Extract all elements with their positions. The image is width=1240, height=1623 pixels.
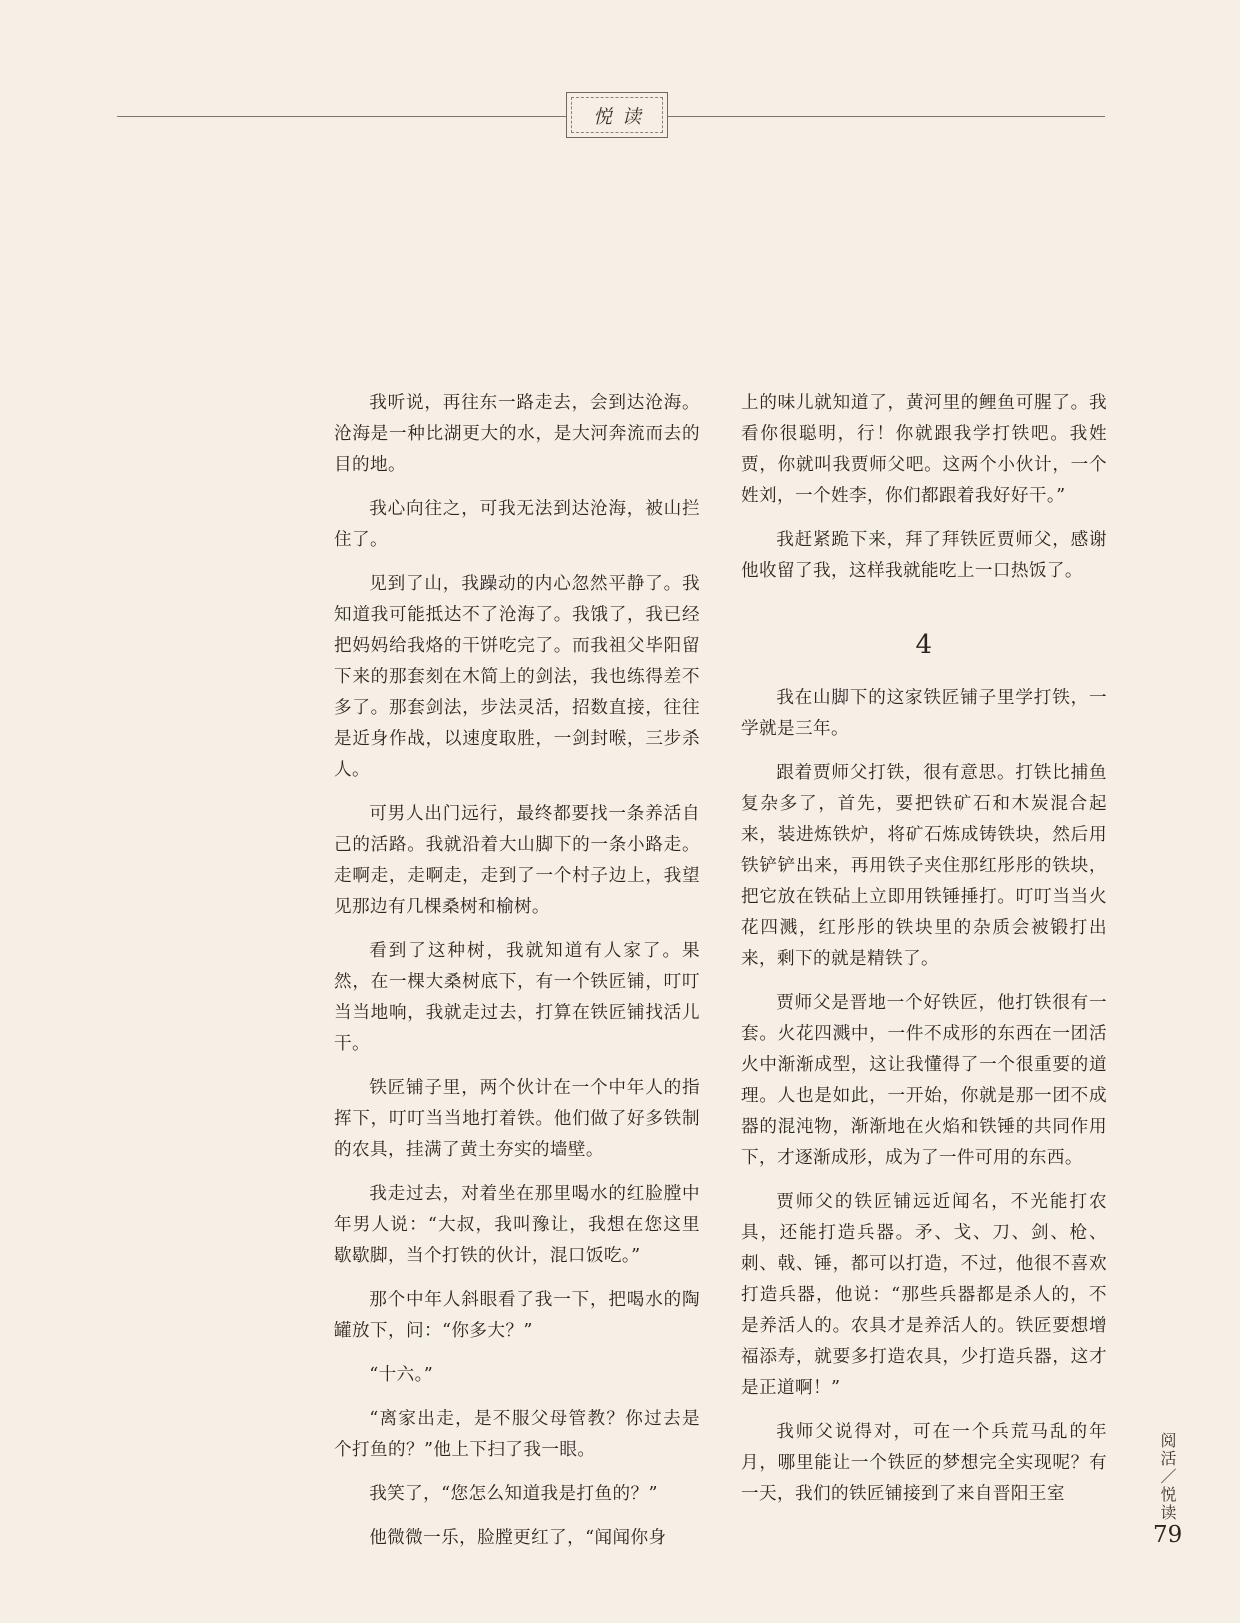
right-column xyxy=(741,388,1107,1523)
paragraph: “离家出走，是不服父母管教？你过去是个打鱼的？”他上下扫了我一眼。 xyxy=(334,1409,700,1460)
paragraph: 上的味儿就知道了，黄河里的鲤鱼可腥了。我看你很聪明，行！你就跟我学打铁吧。我姓贾，你就叫我贾师父吧。这两个小伙计，一个姓刘，一个姓李，你们都跟着我好好干。” xyxy=(741,393,1107,506)
paragraph: 那个中年人斜眼看了我一下，把喝水的陶罐放下，问：“你多大？” xyxy=(334,1290,700,1341)
paragraph: 我笑了，“您怎么知道我是打鱼的？” xyxy=(369,1484,658,1504)
paragraph: 看到了这种树，我就知道有人家了。果然，在一棵大桑树底下，有一个铁匠铺，叮叮当当地响，我就走过去，打算在铁匠铺找活儿干。 xyxy=(334,941,700,1054)
paragraph: 我走过去，对着坐在那里喝水的红脸膛中年男人说：“大叔，我叫豫让，我想在您这里歇歇脚，当个打铁的伙计，混口饭吃。” xyxy=(334,1184,700,1266)
page-number: 79 xyxy=(1153,1522,1183,1548)
paragraph: 贾师父的铁匠铺远近闻名，不光能打农具，还能打造兵器。矛、戈、刀、剑、枪、刺、戟、锤，都可以打造，不过，他很不喜欢打造兵器，他说：“那些兵器都是杀人的，不是养活人的。农具才是养活人的。铁匠要想增福添寿，就要多打造农具，少打造兵器，这才是正道啊！” xyxy=(741,1192,1107,1398)
paragraph: “十六。” xyxy=(369,1365,434,1385)
paragraph: 可男人出门远行，最终都要找一条养活自己的活路。我就沿着大山脚下的一条小路走。走啊走，走啊走，走到了一个村子边上，我望见那边有几棵桑树和榆树。 xyxy=(334,804,700,917)
section-tag-label: 悦读 xyxy=(592,105,651,128)
paragraph: 他微微一乐，脸膛更红了，“闻闻你身 xyxy=(369,1528,667,1548)
section-number: 4 xyxy=(915,630,933,660)
side-label: 阅活／悦读 xyxy=(1158,1432,1177,1522)
paragraph: 跟着贾师父打铁，很有意思。打铁比捕鱼复杂多了，首先，要把铁矿石和木炭混合起来，装进炼铁炉，将矿石炼成铸铁块，然后用铁铲铲出来，再用铁子夹住那红彤彤的铁块，把它放在铁砧上立即用铁锤捶打。叮叮当当火花四溅，红彤彤的铁块里的杂质会被锻打出来，剩下的就是精铁了。 xyxy=(741,763,1107,969)
paragraph: 贾师父是晋地一个好铁匠，他打铁很有一套。火花四溅中，一件不成形的东西在一团活火中渐渐成型，这让我懂得了一个很重要的道理。人也是如此，一开始，你就是那一团不成器的混沌物，渐渐地在火焰和铁锤的共同作用下，才逐渐成形，成为了一件可用的东西。 xyxy=(741,993,1107,1168)
paragraph: 我赶紧跪下来，拜了拜铁匠贾师父，感谢他收留了我，这样我就能吃上一口热饭了。 xyxy=(741,530,1107,581)
paragraph: 我师父说得对，可在一个兵荒马乱的年月，哪里能让一个铁匠的梦想完全实现呢？有一天，我们的铁匠铺接到了来自晋阳王室 xyxy=(741,1422,1107,1504)
paragraph: 我心向往之，可我无法到达沧海，被山拦住了。 xyxy=(334,499,700,550)
section-tag xyxy=(566,92,668,138)
left-column xyxy=(334,388,700,1567)
paragraph: 见到了山，我躁动的内心忽然平静了。我知道我可能抵达不了沧海了。我饿了，我已经把妈妈给我烙的干饼吃完了。而我祖父毕阳留下来的那套刻在木简上的剑法，我也练得差不多了。那套剑法，步法灵活，招数直接，往往是近身作战，以速度取胜，一剑封喉，三步杀人。 xyxy=(334,574,700,780)
paragraph: 我在山脚下的这家铁匠铺子里学打铁，一学就是三年。 xyxy=(741,688,1107,739)
paragraph: 我听说，再往东一路走去，会到达沧海。沧海是一种比湖更大的水，是大河奔流而去的目的地。 xyxy=(334,393,700,475)
paragraph: 铁匠铺子里，两个伙计在一个中年人的指挥下，叮叮当当地打着铁。他们做了好多铁制的农具，挂满了黄土夯实的墙壁。 xyxy=(334,1078,700,1160)
